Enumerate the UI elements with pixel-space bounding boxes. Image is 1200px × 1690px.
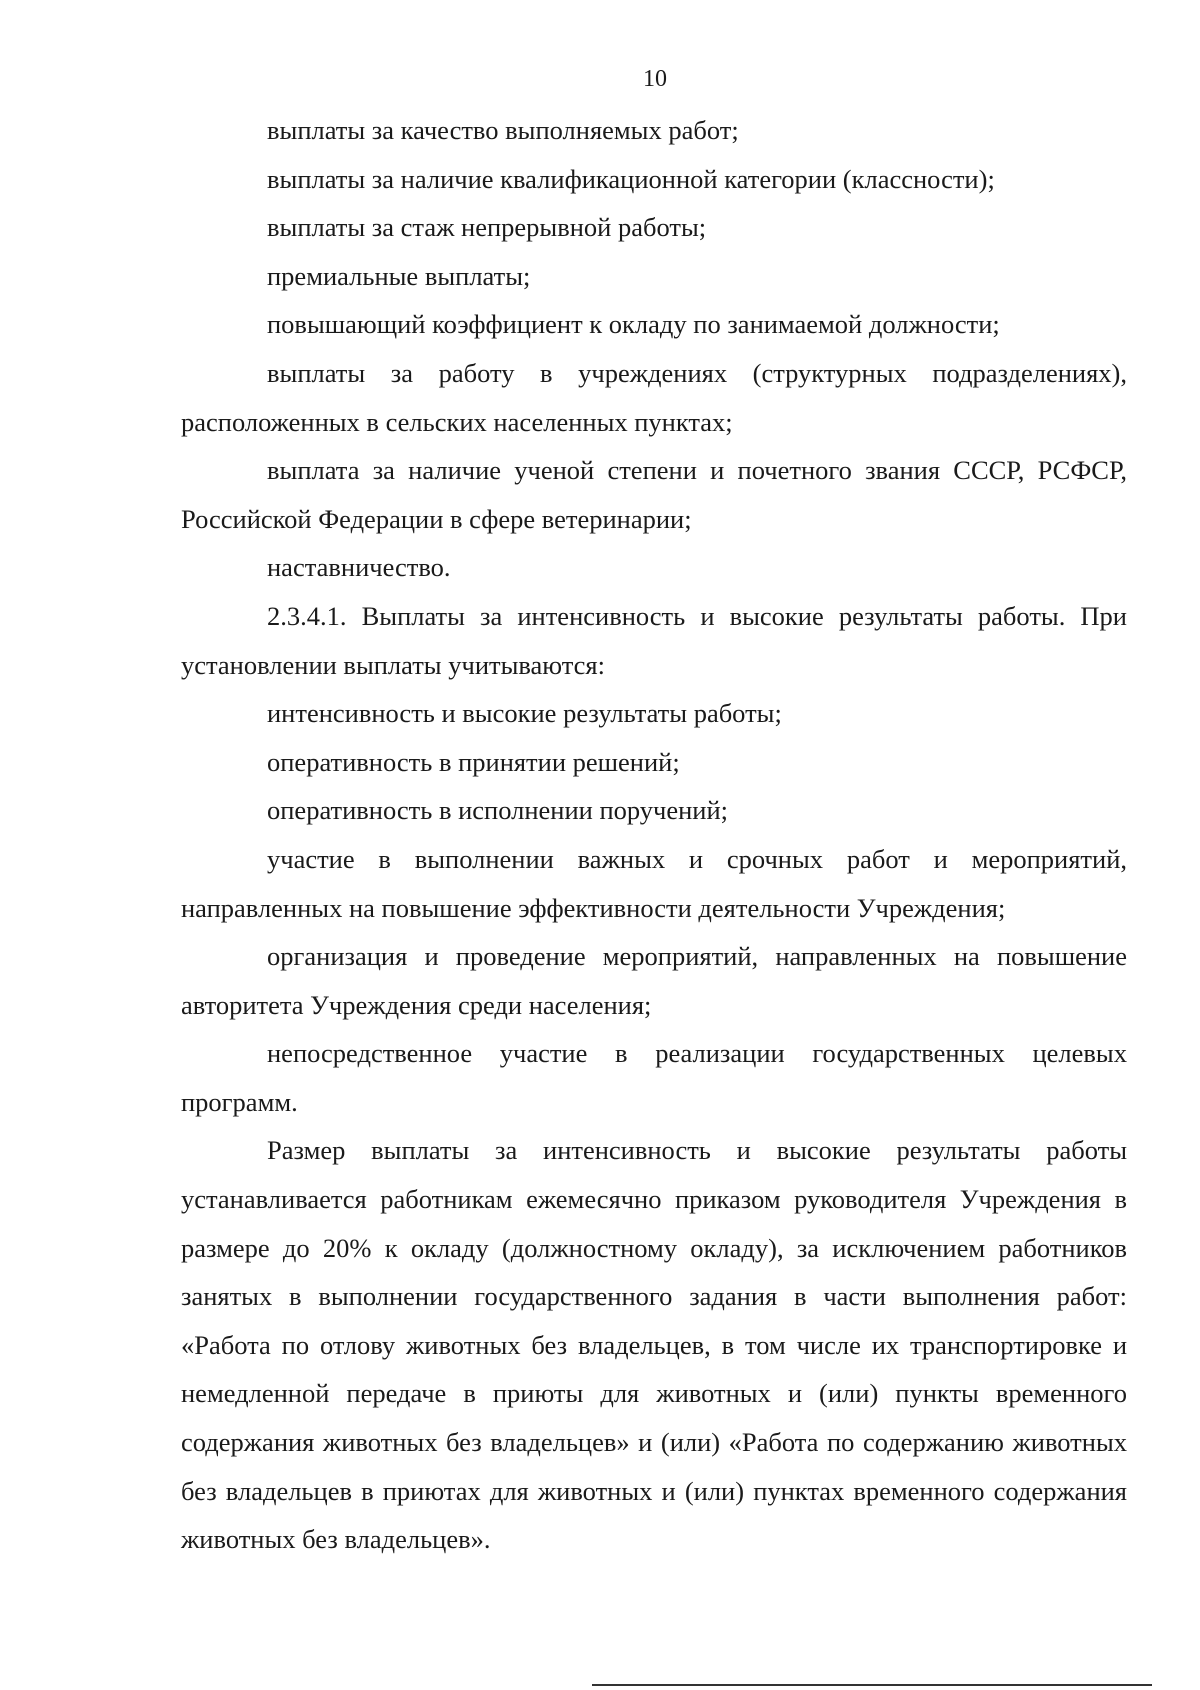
paragraph-academic-degree: выплата за наличие ученой степени и почетного звания СССР, РСФСР, Российской Федерации в сфере ветеринарии;	[181, 455, 1127, 534]
paragraph-mentoring: наставничество.	[267, 552, 451, 583]
paragraph-quality-payments: выплаты за качество выполняемых работ;	[267, 115, 739, 145]
paragraph-rural-work: выплаты за работу в учреждениях (структурных подразделениях), расположенных в сельских населенных пунктах;	[181, 357, 1127, 437]
paragraph-intensity-results: интенсивность и высокие результаты работы;	[267, 698, 782, 729]
paragraph-payment-size: Размер выплаты за интенсивность и высокие результаты работы устанавливается работникам ежемесячно приказом руководителя Учреждения в размере до 20% к окладу (должностному окладу), за исключением работников занятых в выполнении государственного задания в части выполнения работ: «Работа по отлову животных без владельцев, в том числе их транспортировке и немедленной передаче в приюты для животных и (или) пункты временного содержания животных без владельцев» и (или) «Работа по содержанию животных без владельцев в приютах для животных и (или) пунктах временного содержания животных без владельцев».	[181, 1135, 1127, 1555]
paragraph-state-programs: непосредственное участие в реализации государственных целевых программ.	[181, 1038, 1127, 1117]
paragraph-qualification-category: выплаты за наличие квалификационной категории (классности);	[267, 163, 995, 194]
paragraph-continuous-service: выплаты за стаж непрерывной работы;	[267, 212, 707, 243]
paragraph-position-coefficient: повышающий коэффициент к окладу по занимаемой должности;	[267, 309, 1000, 340]
paragraph-urgent-work: участие в выполнении важных и срочных работ и мероприятий, направленных на повышение эффективности деятельности Учреждения;	[181, 843, 1127, 923]
paragraph-section-2-3-4-1: 2.3.4.1. Выплаты за интенсивность и высокие результаты работы. При установлении выплаты учитываются:	[181, 600, 1127, 680]
paragraph-order-efficiency: оперативность в исполнении поручений;	[267, 795, 729, 826]
document-body	[181, 106, 1127, 1564]
footer-rule	[592, 1684, 1152, 1686]
paragraph-bonus-payments: премиальные выплаты;	[267, 260, 531, 291]
paragraph-authority-events: организация и проведение мероприятий, направленных на повышение авторитета Учреждения среди населения;	[181, 941, 1127, 1020]
paragraph-decision-efficiency: оперативность в принятии решений;	[267, 746, 680, 777]
page-number: 10	[643, 66, 667, 92]
